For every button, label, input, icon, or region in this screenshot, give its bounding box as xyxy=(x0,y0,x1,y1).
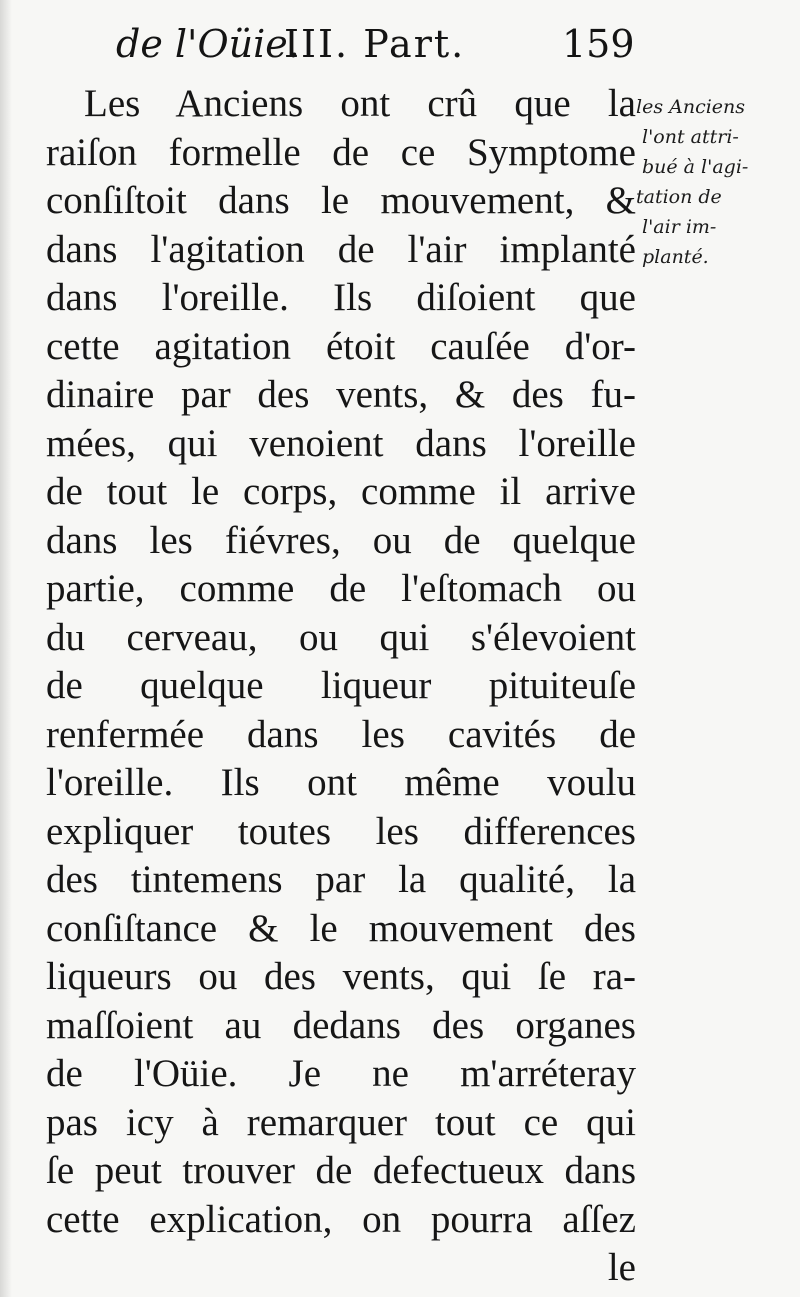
text-line: Les Anciens ont crû que la xyxy=(84,82,636,125)
text-line: du cerveau, ou qui s'élevoient xyxy=(46,615,636,659)
text-line: renfermée dans les cavités de xyxy=(46,712,636,756)
text-line: cette explication, on pourra aſſez xyxy=(46,1197,636,1241)
text-line: dinaire par des vents, & des fu- xyxy=(46,373,636,416)
margin-note-line: bué à l'agi- xyxy=(642,156,749,178)
text-line: maſſoient au dedans des organes xyxy=(46,1003,636,1047)
text-line: raiſon formelle de ce Symptome xyxy=(46,130,636,174)
text-line: partie, comme de l'eſtomach ou xyxy=(46,567,636,610)
running-header xyxy=(116,14,636,74)
text-line: dans les fiévres, ou de quelque xyxy=(46,518,636,562)
page-number: 159 xyxy=(562,22,635,66)
body-text xyxy=(46,80,636,1293)
text-line: de l'Oüie. Je ne m'arréteray xyxy=(46,1052,636,1095)
running-title: de l'Oüie. xyxy=(116,22,300,66)
text-line: ſe peut trouver de defectueux dans xyxy=(46,1149,636,1192)
part-label: III. Part. xyxy=(284,22,466,66)
text-line: liqueurs ou des vents, qui ſe ra- xyxy=(46,955,636,998)
text-line: pas icy à remarquer tout ce qui xyxy=(46,1100,636,1144)
text-line: conſiſtoit dans le mouvement, & xyxy=(46,179,636,222)
text-line: expliquer toutes les differences xyxy=(46,809,636,853)
margin-note-line: les Anciens xyxy=(636,96,746,118)
text-line: de quelque liqueur pituiteuſe xyxy=(46,664,636,707)
text-line: dans l'agitation de l'air implanté xyxy=(46,227,636,271)
margin-note-line: l'ont attri- xyxy=(642,126,739,148)
text-line: des tintemens par la qualité, la xyxy=(46,858,636,901)
text-line: cette agitation étoit cauſée d'or- xyxy=(46,324,636,368)
margin-note-line: tation de xyxy=(636,186,722,208)
text-line: de tout le corps, comme il arrive xyxy=(46,470,636,513)
text-line: mées, qui venoient dans l'oreille xyxy=(46,421,636,465)
text-line: dans l'oreille. Ils diſoient que xyxy=(46,276,636,319)
text-line: l'oreille. Ils ont même voulu xyxy=(46,761,636,804)
catchword: le xyxy=(607,1246,636,1289)
text-line: conſiſtance & le mouvement des xyxy=(46,906,636,950)
margin-note-line: l'air im- xyxy=(642,216,717,238)
margin-note xyxy=(636,92,796,272)
margin-note-line: planté. xyxy=(642,246,709,268)
page-gutter-shadow xyxy=(0,0,12,1297)
